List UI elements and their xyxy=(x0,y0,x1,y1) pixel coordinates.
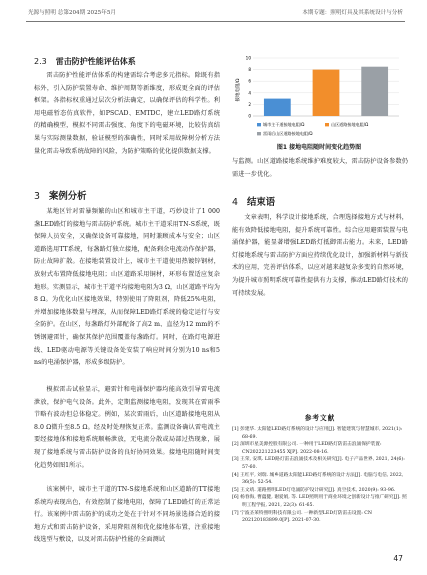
resistance-chart xyxy=(233,52,405,142)
reference-item: [7] 宁波圣莱特照明科技有限公司. 一种新型LED灯防雷击设置: CN 202120183899.0[P]. 2021-07-30. xyxy=(232,510,372,524)
chart-y-tick-label: 10 xyxy=(245,55,251,61)
reference-item: [4] 王红平, 刘瑞. 城乡道路太阳能LED路灯系统的设计方法[J]. 电脑与电信, 2022, 36(5): 52-54. xyxy=(232,472,404,486)
chart-y-axis-label: 接地电阻/Ω xyxy=(236,78,241,102)
chart-legend-label: 城市主干道接地电阻/Ω xyxy=(263,122,305,127)
section-3-heading: 3 案例分析 xyxy=(34,191,87,202)
reference-item: [6] 杨春海, 曹蕴健, 谢爱娟, 等. LED照明用于商业环境之创新设计与推广研究[J]. 照明工程学报, 2021, 22(3): 61-65. xyxy=(232,495,407,508)
chart-y-tick-label: 0 xyxy=(248,113,251,119)
reference-item: [1] 彭建华. 太阳能LED路灯系统的设计与应用[J]. 智能建筑与智慧城市, 2021(1): 68-69. xyxy=(232,427,403,440)
chart-y-tick-label: 8 xyxy=(248,67,251,73)
chart-bar xyxy=(313,70,340,116)
reference-item: [3] 王荣, 安琪. LED路灯雷击浪涌技术及相关研究[J]. 电子产品世界, 2021, 24(6): 57-60. xyxy=(232,457,405,470)
chart-legend-label: 雷雨后山区道路接地电阻/Ω xyxy=(263,131,313,136)
running-header xyxy=(28,7,403,19)
header-rule xyxy=(26,21,405,22)
section-2-3-heading: 2.3 雷击防护性能评估体系 xyxy=(34,57,136,66)
references-list xyxy=(232,426,410,525)
section-2-3-paragraph: 雷击防护性能评估体系的构建需综合考虑多元指标。除既有指标外，引入防护装置寿命、维护周期等新维度，形成更全面的评估框架。各指标权重通过层次分析法确定，以确保评估的科学性。利用电磁暂态仿真软件，如PSCAD、EMTDC，建立LED路灯系统的精确模型，模拟不同雷击强度、角度下的电磁环境，比较仿真结果与实际测量数据，验证模型的准确性，同时采用故障树分析方法量化雷击导致系统故障的风险，为防护策略的优化提供数据支撑。 xyxy=(34,72,220,155)
page-number: 47 xyxy=(393,554,403,563)
section-3-paragraph-3: 该案例中，城市主干道的TN-S接地系统和山区道路的TT接地系统均表现出色，有效控制了接地电阻，保障了LED路灯的正常运行。该案例中雷击防护的成功之处在于针对不同场景选择合适的接地方式和雷击防护设备，采用降阻剂和优化接地体布置，注重接地线选型与敷设，以及对雷击防护性能的全面测试 xyxy=(34,486,220,544)
chart-legend-swatch xyxy=(257,132,261,135)
chart-y-tick-label: 4 xyxy=(248,90,251,96)
header-topic: 本期专题：照明灯具及其系统设计与分析 xyxy=(302,10,403,16)
chart-legend-swatch xyxy=(257,123,261,126)
chart-y-tick-label: 6 xyxy=(248,78,251,84)
chart-y-tick-label: 2 xyxy=(248,101,251,107)
chart-legend-swatch xyxy=(325,123,329,126)
references-heading: 参考文献 xyxy=(304,414,336,422)
right-column-continuation: 与监测。山区道路接地系统维护难度较大，雷击防护设备参数仍需进一步优化。 xyxy=(232,158,408,178)
section-4-paragraph: 文章表明，科学设计接地系统，合理选择接地方式与材料，能有效降低接地电阻，提升系统可靠性。综合应用避雷装置与电涌保护器，能显著增强LED路灯抵御雷击能力。未来，LED路灯接地系统与雷击防护方面应持续优化设计，加强新材料与新技术的应用，完善评估体系，以应对越来越复杂多变的自然环境，为提升城市照明系统可靠性提供有力支撑，推动LED路灯技术的可持续发展。 xyxy=(232,214,408,297)
resistance-chart-svg xyxy=(233,52,405,142)
chart-bar xyxy=(264,99,291,116)
chart-legend-label: 山区道路接地电阻/Ω xyxy=(331,122,369,127)
header-journal-info: 光源与照明 总第204期 2025年5月 xyxy=(28,10,116,16)
chart-bar xyxy=(361,67,388,116)
reference-item: [5] 王文靖. 道路照明LED灯电涌防护设计研究[J]. 真空技术, 2020(9): 93-96. xyxy=(232,487,396,493)
section-3-paragraph-1: 某地区针对雷暴频繁的山区和城市主干道，巧妙设计了1 000盏LED路灯的接地与雷击防护系统。城市主干道采用TN-S系统，既保障人员安全，又确保设备可靠接地，同时兼顾成本与安全；山区道路选用TT系统，每盏路灯独立接地，配备剩余电流动作保护器，防止故障扩散。在接地装置设计上，城市主干道使用热镀锌钢材，放射式布置降低接地电阻；山区道路采用铜材，环形布置适应复杂地形。实测显示，城市主干道平均接地电阻为3 Ω，山区道路平均为8 Ω。为优化山区接地效果，特别使用了降阻剂，降低25%电阻，并增加接地体数量与埋深，从而保障LED路灯系统的稳定运行与安全防护。在山区，每盏路灯外部配备了高2 m、直径为12 mm的不锈钢避雷针，确保其保护范围覆盖每盏路灯。同时，在路灯电源进线、LED驱动电源等关键设备处安装了响应时间分别为10 ns和5 ns的电涌保护器，形成多级防护。 xyxy=(34,208,220,367)
section-3-paragraph-2: 模拟雷击试验显示，避雷针和电涌保护器均能高效引导雷电流泄放，保护电气设备。此外，定期监测接地电阻，发现其在雷雨季节略有波动但总体稳定。例如，某次雷雨后，山区道路接地电阻从8.0 Ω微升至8.5 Ω。经及时处理恢复正常。监测设备确认雷电流主要经接地体和接地系统顺畅泄放，无电流分散或局部过热现象，展现了接地系统与雷击防护设备的良好协同效果。接地电阻随时间变化趋势如图1所示。 xyxy=(34,386,220,469)
reference-item: [2] 深圳市星美源控股有限公司. 一种用于LED路灯防雷击浪涌保护装置: CN202221223455 X[P]. 2022-08-16. xyxy=(232,442,382,455)
section-4-heading: 4 结束语 xyxy=(232,197,276,208)
figure-caption: 图1 接地电阻随时间变化趋势图 xyxy=(276,144,362,151)
